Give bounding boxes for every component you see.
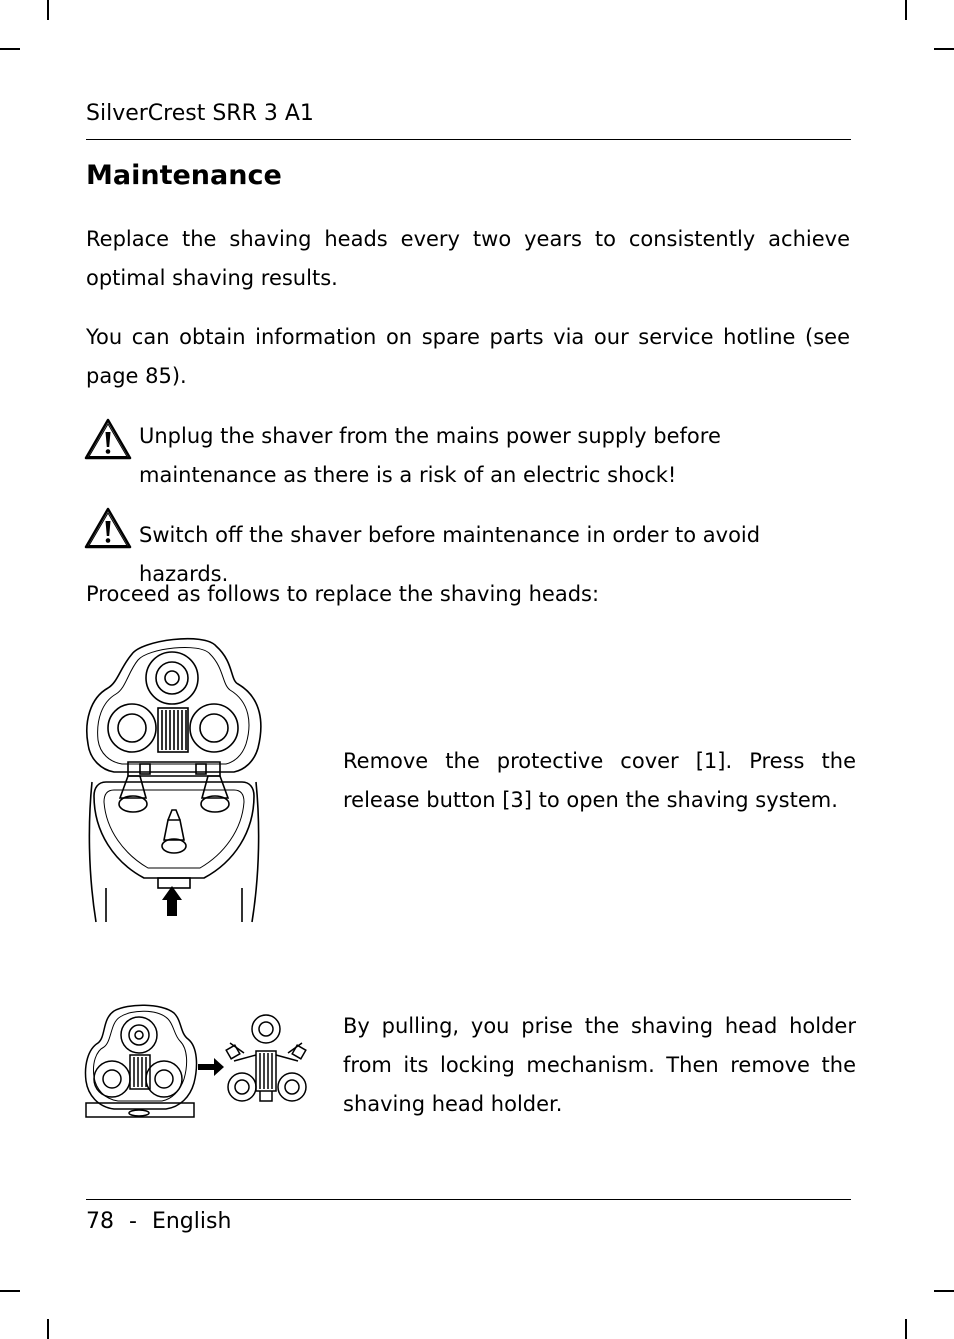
step-text-remove-cover: Remove the protective cover [1]. Press the release button [3] to open the shaving system. <box>343 749 856 812</box>
header-rule <box>86 139 851 140</box>
head-holder-removal-illustration <box>84 1003 310 1119</box>
crop-mark <box>47 0 49 20</box>
crop-mark <box>934 48 954 50</box>
footer-rule <box>86 1199 851 1200</box>
footer-separator: - <box>129 1209 137 1234</box>
paragraph-replace-interval: Replace the shaving heads every two years to consistently achieve optimal shaving results. <box>86 227 850 290</box>
paragraph-spare-parts: You can obtain information on spare parts via our service hotline (see page 85). <box>86 325 850 388</box>
section-title: Maintenance <box>86 160 282 191</box>
crop-mark <box>47 1319 49 1339</box>
warning-text-switch-off: Switch off the shaver before maintenance in order to avoid hazards. <box>139 523 761 586</box>
crop-mark <box>934 1290 954 1292</box>
crop-mark <box>0 48 20 50</box>
warning-triangle-icon <box>84 418 132 460</box>
crop-mark <box>905 0 907 20</box>
steps-intro: Proceed as follows to replace the shaving heads: <box>86 582 600 606</box>
warning-text-unplug: Unplug the shaver from the mains power supply before maintenance as there is a risk of an electric shock! <box>139 424 721 487</box>
crop-mark <box>0 1290 20 1292</box>
step-text-remove-holder: By pulling, you prise the shaving head holder from its locking mechanism. Then remove the shaving head holder. <box>343 1014 856 1116</box>
page-footer <box>86 1206 231 1238</box>
page-number: 78 <box>86 1209 114 1234</box>
warning-triangle-icon <box>84 507 132 549</box>
running-header: SilverCrest SRR 3 A1 <box>86 101 314 126</box>
crop-mark <box>905 1319 907 1339</box>
footer-language: English <box>151 1209 232 1234</box>
shaver-open-illustration <box>84 632 264 924</box>
